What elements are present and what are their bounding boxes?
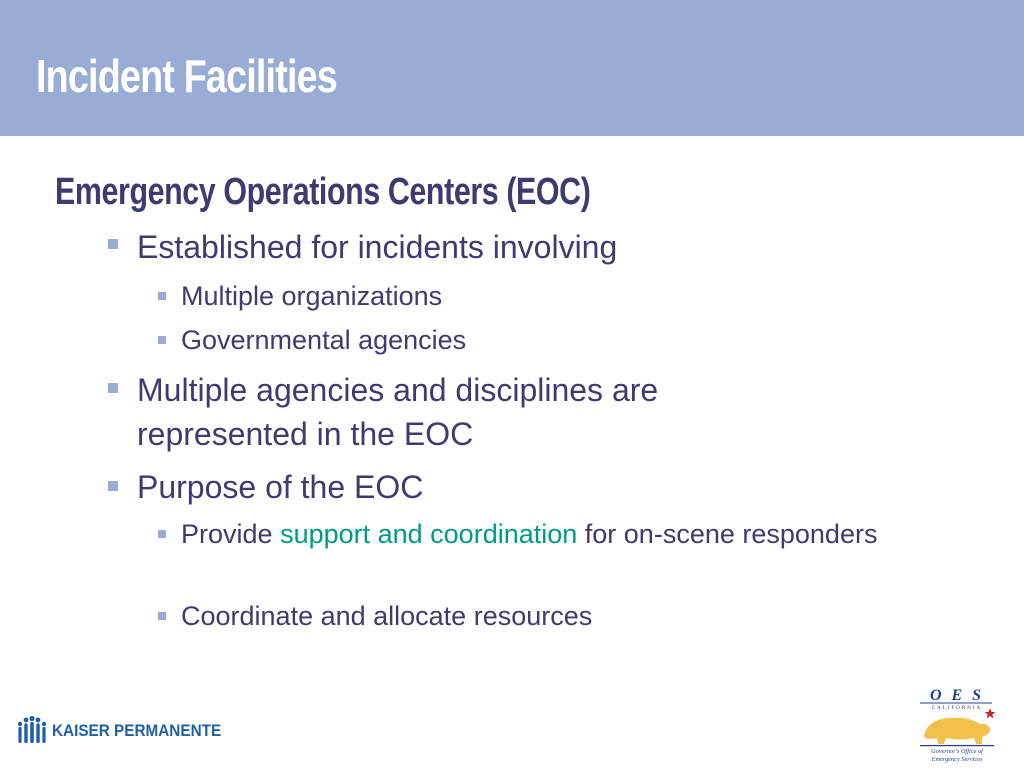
sub-bullet-item: Governmental agencies — [181, 325, 467, 355]
section-heading: Emergency Operations Centers (EOC) — [55, 171, 591, 213]
sub-bullet-marker-icon — [158, 530, 166, 538]
bullet-item: Multiple agencies and disciplines are represented in the EOC — [137, 372, 659, 452]
oes-logo — [916, 684, 998, 766]
bullet-marker-icon — [108, 481, 118, 491]
bullet-marker-icon — [108, 239, 118, 249]
highlighted-text: support and coordination — [280, 519, 578, 549]
sub-bullet-marker-icon — [158, 292, 166, 300]
sub-bullet-marker-icon — [158, 612, 166, 620]
svg-text:CALIFORNIA: CALIFORNIA — [931, 706, 983, 711]
sub-bullet-item: Coordinate and allocate resources — [181, 601, 593, 631]
slide-title: Incident Facilities — [36, 50, 337, 102]
oes-caption-line2: Emergency Services — [931, 756, 983, 763]
sub-bullet-item — [181, 515, 901, 553]
bullet-item: Purpose of the EOC — [137, 469, 424, 505]
sub-bullet-text: for on-scene responders — [577, 519, 878, 549]
oes-caption-line1: Governor's Office of — [931, 748, 983, 755]
sub-bullet-text: Provide — [181, 519, 281, 549]
oes-bear-seal-icon — [916, 684, 998, 766]
bullet-item: Established for incidents involving — [137, 229, 618, 265]
sub-bullet-marker-icon — [158, 336, 166, 344]
kaiser-permanente-logo — [16, 715, 256, 749]
bullet-marker-icon — [108, 383, 118, 393]
sub-bullet-item: Multiple organizations — [181, 281, 443, 311]
kp-people-icon — [16, 715, 48, 747]
svg-text:O E S: O E S — [929, 687, 985, 704]
kp-logo-text: KAISER PERMANENTE — [52, 721, 222, 740]
